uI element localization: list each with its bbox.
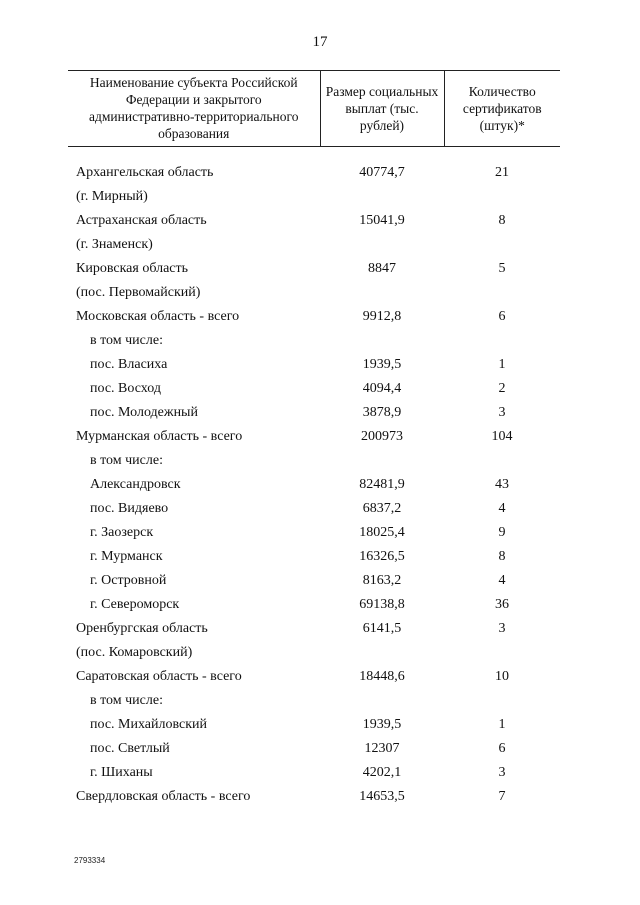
row-payment-amount xyxy=(320,329,444,353)
row-payment-amount: 1939,5 xyxy=(362,357,402,372)
row-subject-name: г. Шиханы xyxy=(90,765,153,780)
row-certificate-count: 9 xyxy=(498,525,506,540)
table-row xyxy=(68,617,560,641)
row-subject-name: Саратовская область - всего xyxy=(76,669,242,684)
row-certificate-count: 8 xyxy=(498,549,506,564)
row-subject-name: г. Заозерск xyxy=(90,525,154,540)
table-row xyxy=(68,185,560,209)
row-payment-amount: 6837,2 xyxy=(362,501,402,516)
row-certificate-count: 3 xyxy=(498,765,506,780)
table-row xyxy=(68,449,560,473)
table-row xyxy=(68,569,560,593)
table-row xyxy=(68,641,560,665)
row-certificate-count xyxy=(444,329,560,353)
table-row xyxy=(68,305,560,329)
row-payment-amount: 12307 xyxy=(364,741,400,756)
row-certificate-count: 104 xyxy=(491,429,513,444)
row-certificate-count xyxy=(444,449,560,473)
row-subject-name: пос. Власиха xyxy=(90,357,168,372)
row-payment-amount xyxy=(320,233,444,257)
row-subject-name: Архангельская область xyxy=(76,165,214,180)
table-row xyxy=(68,785,560,809)
row-subject-name: (г. Знаменск) xyxy=(76,237,153,252)
row-subject-name: (пос. Комаровский) xyxy=(76,645,193,660)
table-row xyxy=(68,257,560,281)
row-certificate-count: 4 xyxy=(498,501,506,516)
row-certificate-count: 3 xyxy=(498,405,506,420)
table-row xyxy=(68,209,560,233)
table-row xyxy=(68,737,560,761)
row-payment-amount: 40774,7 xyxy=(359,165,405,180)
table-row xyxy=(68,665,560,689)
row-certificate-count: 10 xyxy=(495,669,509,684)
row-certificate-count: 6 xyxy=(498,309,506,324)
row-certificate-count xyxy=(444,641,560,665)
row-certificate-count: 8 xyxy=(498,213,506,228)
table-row xyxy=(68,761,560,785)
row-certificate-count: 7 xyxy=(498,789,506,804)
row-payment-amount: 200973 xyxy=(361,429,403,444)
row-payment-amount: 1939,5 xyxy=(362,717,402,732)
table-row xyxy=(68,545,560,569)
row-payment-amount xyxy=(320,689,444,713)
row-payment-amount: 18025,4 xyxy=(359,525,405,540)
row-payment-amount xyxy=(320,281,444,305)
row-payment-amount: 18448,6 xyxy=(359,669,405,684)
row-certificate-count: 4 xyxy=(498,573,506,588)
table-row xyxy=(68,233,560,257)
document-code: 2793334 xyxy=(74,856,106,865)
row-certificate-count xyxy=(444,281,560,305)
certificates-table xyxy=(68,70,560,809)
table-row xyxy=(68,473,560,497)
table-row xyxy=(68,689,560,713)
row-certificate-count: 43 xyxy=(495,477,509,492)
table-row xyxy=(68,497,560,521)
table-row xyxy=(68,329,560,353)
table-row xyxy=(68,425,560,449)
row-payment-amount xyxy=(320,449,444,473)
row-subject-name: Московская область - всего xyxy=(76,309,240,324)
row-payment-amount: 4094,4 xyxy=(362,381,402,396)
table-row xyxy=(68,713,560,737)
row-subject-name: Кировская область xyxy=(76,261,189,276)
table-row xyxy=(68,593,560,617)
table-row xyxy=(68,521,560,545)
table-row xyxy=(68,401,560,425)
table-body xyxy=(68,147,560,810)
row-subject-name: Оренбургская область xyxy=(76,621,208,636)
page-number: 17 xyxy=(312,34,328,50)
row-payment-amount: 6141,5 xyxy=(362,621,402,636)
row-subject-name: г. Островной xyxy=(90,573,167,588)
row-subject-name: (г. Мирный) xyxy=(76,189,148,204)
row-certificate-count: 3 xyxy=(498,621,506,636)
table-row xyxy=(68,281,560,305)
row-subject-name: г. Мурманск xyxy=(90,549,163,564)
row-subject-name: в том числе: xyxy=(90,453,163,468)
row-payment-amount: 69138,8 xyxy=(359,597,405,612)
table-row xyxy=(68,377,560,401)
row-payment-amount: 8163,2 xyxy=(362,573,402,588)
row-subject-name: в том числе: xyxy=(90,693,163,708)
row-subject-name: пос. Восход xyxy=(90,381,161,396)
row-payment-amount xyxy=(320,185,444,209)
row-subject-name: пос. Молодежный xyxy=(90,405,198,420)
column-header-count: Количество сертификатов (штук)* xyxy=(444,71,560,147)
row-certificate-count: 5 xyxy=(498,261,506,276)
row-certificate-count: 6 xyxy=(498,741,506,756)
row-subject-name: Астраханская область xyxy=(76,213,207,228)
row-certificate-count: 2 xyxy=(498,381,506,396)
row-payment-amount xyxy=(320,641,444,665)
table-header xyxy=(68,71,560,147)
row-payment-amount: 14653,5 xyxy=(359,789,405,804)
table-row xyxy=(68,353,560,377)
row-subject-name: в том числе: xyxy=(90,333,163,348)
column-header-subject: Наименование субъекта Российской Федерации и закрытого административно-территориального образования xyxy=(68,71,320,147)
row-subject-name: г. Североморск xyxy=(90,597,180,612)
row-certificate-count xyxy=(444,233,560,257)
row-payment-amount: 82481,9 xyxy=(359,477,405,492)
row-certificate-count: 1 xyxy=(498,717,506,732)
row-payment-amount: 9912,8 xyxy=(362,309,402,324)
row-payment-amount: 3878,9 xyxy=(362,405,402,420)
column-header-amount: Размер социальных выплат (тыс. рублей) xyxy=(320,71,444,147)
row-payment-amount: 8847 xyxy=(368,261,396,276)
row-payment-amount: 4202,1 xyxy=(362,765,402,780)
row-subject-name: Свердловская область - всего xyxy=(76,789,251,804)
row-payment-amount: 15041,9 xyxy=(359,213,405,228)
table-row xyxy=(68,147,560,186)
row-certificate-count: 1 xyxy=(498,357,506,372)
row-subject-name: (пос. Первомайский) xyxy=(76,285,201,300)
row-payment-amount: 16326,5 xyxy=(359,549,405,564)
row-subject-name: Мурманская область - всего xyxy=(76,429,243,444)
row-subject-name: Александровск xyxy=(90,477,181,492)
row-certificate-count: 21 xyxy=(495,165,509,180)
row-certificate-count: 36 xyxy=(495,597,509,612)
row-subject-name: пос. Видяево xyxy=(90,501,169,516)
row-certificate-count xyxy=(444,185,560,209)
row-certificate-count xyxy=(444,689,560,713)
row-subject-name: пос. Светлый xyxy=(90,741,170,756)
certificates-table-container xyxy=(68,70,560,809)
row-subject-name: пос. Михайловский xyxy=(90,717,208,732)
